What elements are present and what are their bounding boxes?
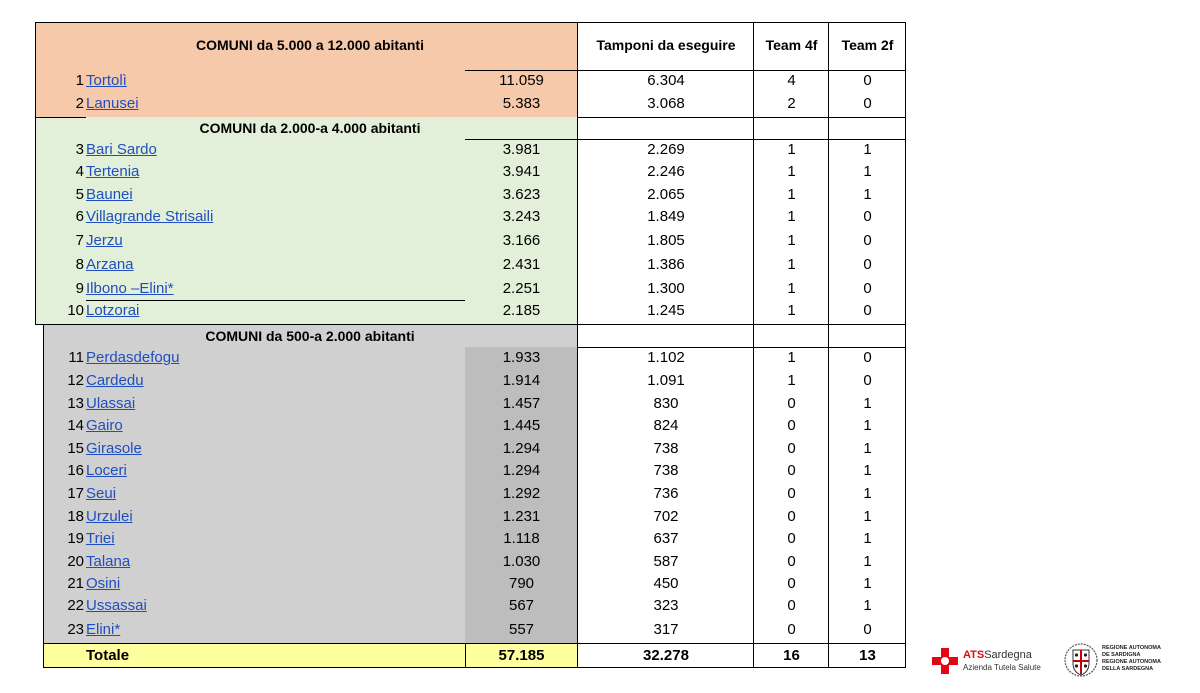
totals-tamponi: 32.278 xyxy=(643,647,689,664)
comune-link[interactable]: Ilbono –Elini* xyxy=(86,280,174,297)
row-tamponi: 317 xyxy=(653,621,679,638)
row-tamponi: 1.300 xyxy=(647,280,685,297)
row-team2f: 0 xyxy=(863,72,872,89)
header-sep-left xyxy=(465,70,578,71)
frame-top xyxy=(35,22,906,23)
row-team2f: 1 xyxy=(863,575,872,592)
row-population: 3.941 xyxy=(502,163,541,180)
row-index: 21 xyxy=(67,575,84,592)
team2f-header: Team 2f xyxy=(841,37,894,53)
row-team4f: 0 xyxy=(787,485,796,502)
totals-top xyxy=(43,643,906,644)
row-population: 1.294 xyxy=(502,462,541,479)
row-team4f: 1 xyxy=(787,256,796,273)
row-index: 15 xyxy=(67,440,84,457)
row-team4f: 0 xyxy=(787,530,796,547)
comune-link[interactable]: Cardedu xyxy=(86,372,144,389)
comune-link[interactable]: Lotzorai xyxy=(86,302,140,319)
ats-cross-icon xyxy=(930,646,960,676)
row-team4f: 1 xyxy=(787,280,796,297)
row-team2f: 1 xyxy=(863,508,872,525)
row-team2f: 0 xyxy=(863,621,872,638)
row-population: 1.457 xyxy=(502,395,541,412)
row-team4f: 1 xyxy=(787,186,796,203)
comune-link[interactable]: Ulassai xyxy=(86,395,136,412)
row-index: 20 xyxy=(67,553,84,570)
row-tamponi: 830 xyxy=(653,395,679,412)
region-line-3: REGIONE AUTONOMA xyxy=(1102,659,1161,665)
row-population: 1.030 xyxy=(502,553,541,570)
row-index: 22 xyxy=(67,597,84,614)
row-index: 13 xyxy=(67,395,84,412)
comune-link[interactable]: Bari Sardo xyxy=(86,141,157,158)
region-line-4: DELLA SARDEGNA xyxy=(1102,665,1154,672)
ats-subtitle: Azienda Tutela Salute xyxy=(963,663,1041,672)
row-population: 11.059 xyxy=(499,72,544,89)
g2-bottom xyxy=(35,324,578,325)
comune-link[interactable]: Talana xyxy=(86,553,131,570)
row-population: 567 xyxy=(508,597,535,614)
hline-right-3 xyxy=(578,324,906,325)
comune-link[interactable]: Jerzu xyxy=(86,232,123,249)
g2-line-right xyxy=(465,139,578,140)
g2-line-left xyxy=(35,117,86,118)
row-population: 2.251 xyxy=(502,280,541,297)
row-index: 18 xyxy=(67,508,84,525)
row-team2f: 1 xyxy=(863,530,872,547)
comune-link[interactable]: Ussassai xyxy=(86,597,147,614)
row-population: 1.118 xyxy=(503,530,540,547)
comune-link[interactable]: Baunei xyxy=(86,186,133,203)
row-index: 19 xyxy=(67,530,84,547)
col-tamponi-left xyxy=(577,22,578,668)
row-team2f: 0 xyxy=(863,372,872,389)
row-population: 3.166 xyxy=(502,232,541,249)
group2-title: COMUNI da 2.000-a 4.000 abitanti xyxy=(199,120,421,136)
row-team2f: 1 xyxy=(863,485,872,502)
group1-title: COMUNI da 5.000 a 12.000 abitanti xyxy=(196,37,424,53)
row-team4f: 0 xyxy=(787,575,796,592)
comune-link[interactable]: Urzulei xyxy=(86,508,133,525)
comune-link[interactable]: Elini* xyxy=(86,621,121,638)
row-team2f: 0 xyxy=(863,95,872,112)
row-index: 16 xyxy=(67,462,84,479)
row-index: 11 xyxy=(68,349,84,366)
row-team2f: 0 xyxy=(863,280,872,297)
region-crest-icon xyxy=(1064,642,1098,678)
comune-link[interactable]: Arzana xyxy=(86,256,134,273)
row-index: 8 xyxy=(75,256,84,273)
row-tamponi: 587 xyxy=(653,553,679,570)
row-index: 12 xyxy=(67,372,84,389)
row-index: 1 xyxy=(75,72,84,89)
row-team2f: 1 xyxy=(863,141,872,158)
row-team4f: 1 xyxy=(787,349,796,366)
row-population: 790 xyxy=(508,575,535,592)
row-tamponi: 450 xyxy=(653,575,679,592)
row-tamponi: 637 xyxy=(653,530,679,547)
row-team2f: 1 xyxy=(863,553,872,570)
row-team4f: 1 xyxy=(787,163,796,180)
row-tamponi: 702 xyxy=(653,508,679,525)
hline-right-1 xyxy=(578,117,906,118)
row-tamponi: 1.386 xyxy=(647,256,685,273)
row-tamponi: 1.849 xyxy=(647,208,685,225)
row-index: 2 xyxy=(75,95,84,112)
region-line-1: REGIONE AUTONOMA xyxy=(1102,645,1161,651)
row-population: 5.383 xyxy=(502,95,541,112)
ilbono-underline xyxy=(86,300,465,301)
comune-link[interactable]: Gairo xyxy=(86,417,123,434)
comune-link[interactable]: Perdasdefogu xyxy=(86,349,180,366)
row-index: 4 xyxy=(75,163,84,180)
totals-bottom xyxy=(43,667,906,668)
row-population: 3.243 xyxy=(502,208,541,225)
row-index: 23 xyxy=(67,621,84,638)
row-population: 1.231 xyxy=(502,508,541,525)
comune-link[interactable]: Loceri xyxy=(86,462,127,479)
comune-link[interactable]: Girasole xyxy=(86,440,142,457)
ats-brand: Sardegna xyxy=(984,649,1032,661)
row-population: 3.623 xyxy=(502,186,541,203)
totals-team2f: 13 xyxy=(859,647,876,664)
row-index: 14 xyxy=(67,417,84,434)
row-team4f: 2 xyxy=(787,95,796,112)
hline-right-4 xyxy=(578,347,906,348)
team4f-header: Team 4f xyxy=(765,37,818,53)
row-index: 10 xyxy=(67,302,84,319)
row-team2f: 1 xyxy=(863,462,872,479)
row-team2f: 1 xyxy=(863,597,872,614)
row-tamponi: 323 xyxy=(653,597,679,614)
col-right xyxy=(905,22,906,668)
row-team4f: 1 xyxy=(787,302,796,319)
row-population: 1.294 xyxy=(502,440,541,457)
group3-title: COMUNI da 500-a 2.000 abitanti xyxy=(205,328,415,344)
ats-logo xyxy=(930,644,1060,678)
row-team4f: 1 xyxy=(787,208,796,225)
totals-team4f: 16 xyxy=(783,647,800,664)
comune-link[interactable]: Tortolì xyxy=(86,72,127,89)
comune-link[interactable]: Villagrande Strisaili xyxy=(86,208,214,225)
row-team4f: 0 xyxy=(787,462,796,479)
comune-link[interactable]: Tertenia xyxy=(86,163,140,180)
row-index: 6 xyxy=(75,208,84,225)
row-tamponi: 2.269 xyxy=(647,141,685,158)
row-tamponi: 824 xyxy=(653,417,679,434)
comune-link[interactable]: Lanusei xyxy=(86,95,139,112)
row-team4f: 1 xyxy=(787,372,796,389)
row-team2f: 1 xyxy=(863,186,872,203)
row-tamponi: 6.304 xyxy=(647,72,685,89)
row-population: 2.185 xyxy=(502,302,541,319)
row-team2f: 0 xyxy=(863,208,872,225)
col-team2f-left xyxy=(828,22,829,668)
row-team4f: 0 xyxy=(787,417,796,434)
region-line-2: DE SARDIGNA xyxy=(1102,651,1141,658)
row-team2f: 0 xyxy=(863,302,872,319)
row-tamponi: 738 xyxy=(653,462,679,479)
row-team4f: 0 xyxy=(787,395,796,412)
row-tamponi: 2.065 xyxy=(647,186,685,203)
row-team4f: 0 xyxy=(787,553,796,570)
row-population: 1.292 xyxy=(502,485,541,502)
row-tamponi: 1.102 xyxy=(647,349,685,366)
row-index: 7 xyxy=(75,232,84,249)
ats-brand-bold: ATS xyxy=(963,649,985,661)
row-tamponi: 736 xyxy=(653,485,679,502)
row-team2f: 0 xyxy=(863,232,872,249)
row-team4f: 1 xyxy=(787,141,796,158)
totals-pop: 57.185 xyxy=(498,647,545,664)
row-tamponi: 1.091 xyxy=(647,372,685,389)
comune-link[interactable]: Osini xyxy=(86,575,121,592)
row-team4f: 0 xyxy=(787,621,796,638)
row-team2f: 1 xyxy=(863,440,872,457)
row-team4f: 0 xyxy=(787,440,796,457)
frame-left xyxy=(35,22,36,324)
row-team2f: 1 xyxy=(863,395,872,412)
comune-link[interactable]: Triei xyxy=(86,530,115,547)
row-tamponi: 3.068 xyxy=(647,95,685,112)
row-population: 2.431 xyxy=(502,256,541,273)
row-team4f: 1 xyxy=(787,232,796,249)
region-logo xyxy=(1064,642,1164,682)
tamponi-header: Tamponi da eseguire xyxy=(596,37,736,53)
row-tamponi: 1.805 xyxy=(647,232,685,249)
row-team2f: 1 xyxy=(863,417,872,434)
row-population: 3.981 xyxy=(502,141,541,158)
hline-right-0 xyxy=(578,70,906,71)
row-index: 5 xyxy=(75,186,84,203)
col-team4f-left xyxy=(753,22,754,668)
row-team2f: 0 xyxy=(863,256,872,273)
row-population: 557 xyxy=(508,621,535,638)
row-population: 1.445 xyxy=(502,417,541,434)
hline-right-2 xyxy=(578,139,906,140)
row-index: 3 xyxy=(75,141,84,158)
row-population: 1.914 xyxy=(502,372,541,389)
row-team4f: 0 xyxy=(787,597,796,614)
row-team4f: 4 xyxy=(787,72,796,89)
row-index: 9 xyxy=(75,280,84,297)
row-team4f: 0 xyxy=(787,508,796,525)
comune-link[interactable]: Seui xyxy=(86,485,117,502)
row-index: 17 xyxy=(67,485,84,502)
row-tamponi: 738 xyxy=(653,440,679,457)
totals-label: Totale xyxy=(86,647,130,664)
row-team2f: 0 xyxy=(863,349,872,366)
row-population: 1.933 xyxy=(502,349,541,366)
row-team2f: 1 xyxy=(863,163,872,180)
row-tamponi: 1.245 xyxy=(647,302,685,319)
row-tamponi: 2.246 xyxy=(647,163,685,180)
